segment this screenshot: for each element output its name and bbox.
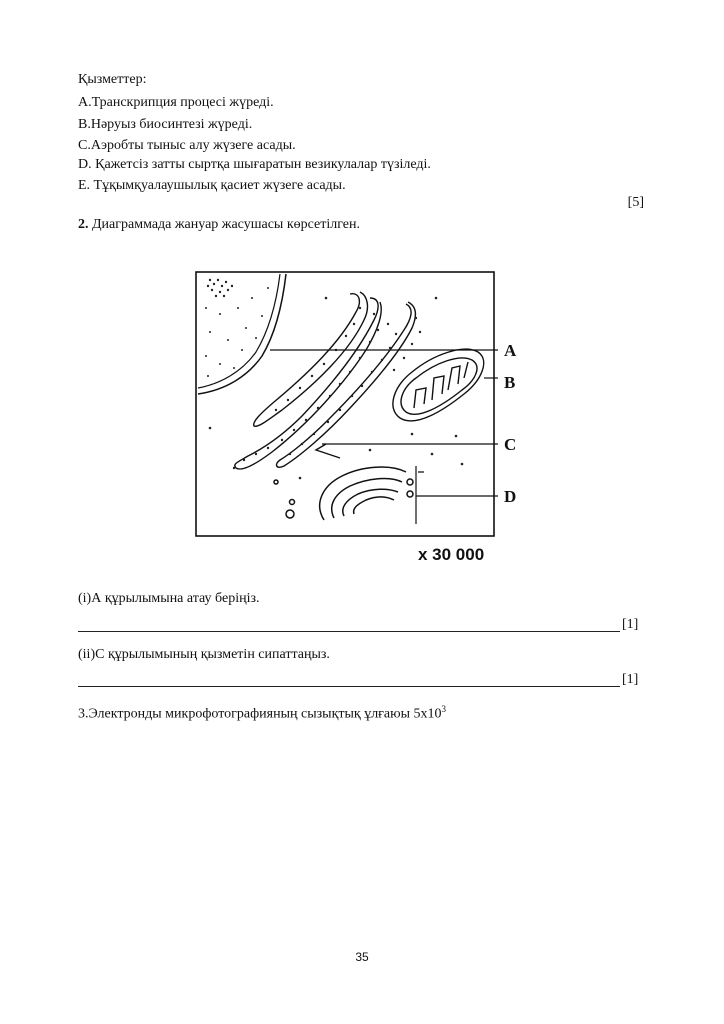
label-b: B — [504, 373, 516, 392]
function-item-c: С.Аэробты тыныс алу жүзеге асады. — [78, 138, 296, 153]
subquestion-i: (i)А құрылымына атау беріңіз. — [78, 591, 260, 606]
functions-heading: Қызметтер: — [78, 72, 147, 87]
subquestion-ii-mark: [1] — [622, 672, 639, 687]
functions-mark: [5] — [627, 195, 644, 210]
page-number: 35 — [355, 950, 369, 964]
magnification-label: x 30 000 — [418, 545, 485, 564]
function-item-d: D. Қажетсіз затты сыртқа шығаратын везикулалар түзіледі. — [78, 157, 431, 172]
question-3 — [78, 700, 446, 724]
question-2 — [78, 216, 360, 234]
question-2-text: Диаграммада жануар жасушасы көрсетілген. — [88, 217, 360, 232]
question-2-number: 2. — [78, 217, 89, 232]
question-3-exponent: 3 — [441, 704, 447, 714]
answer-line-ii[interactable] — [78, 686, 620, 687]
label-c: C — [504, 435, 517, 454]
subquestion-i-mark: [1] — [622, 617, 639, 632]
function-item-b: В.Нәруыз биосинтезі жүреді. — [78, 117, 253, 132]
label-a: A — [504, 341, 517, 360]
answer-line-i[interactable] — [78, 631, 620, 632]
animal-cell-diagram — [190, 268, 550, 568]
question-3-text: 3.Электронды микрофотографияның сызықтық ұлғаюы 5х10 — [78, 706, 442, 722]
function-item-a: А.Транскрипция процесі жүреді. — [78, 95, 274, 110]
label-d: D — [504, 487, 517, 506]
function-item-e: Е. Тұқымқуалаушылық қасиет жүзеге асады. — [78, 178, 346, 193]
subquestion-ii: (ii)С құрылымының қызметін сипаттаңыз. — [78, 647, 330, 662]
